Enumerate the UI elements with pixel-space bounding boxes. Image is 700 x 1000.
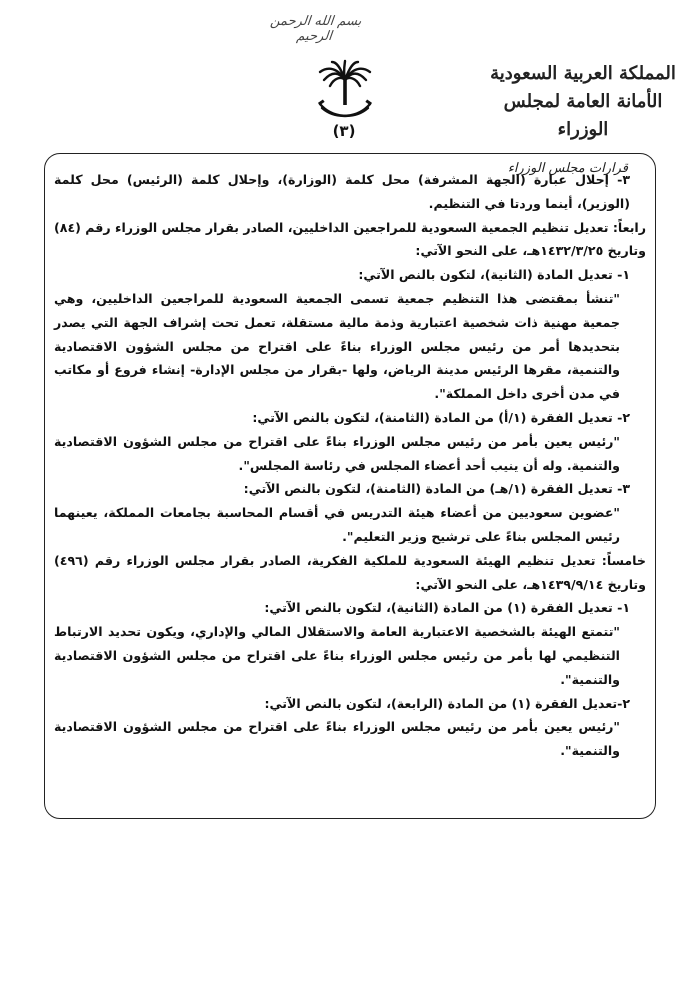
item-2-text: "رئيس يعين بأمر من رئيس مجلس الوزراء بناءً على اقتراح من مجلس الشؤون الاقتصادية والتنمية. وله أن ينيب أحد أعضاء المجلس في رئاسة المجلس".	[54, 433, 620, 473]
item-5-2-heading: ٢-تعديل الفقرة (١) من المادة (الرابعة)، لتكون بالنص الآتي:	[264, 695, 630, 711]
page-number: (٣)	[332, 122, 356, 140]
basmala-calligraphy: بسم الله الرحمن الرحيم	[269, 14, 363, 44]
palm-and-swords-emblem-icon	[314, 58, 376, 124]
item-3-text: "عضوين سعوديين من أعضاء هيئة التدريس في أقسام المحاسبة بجامعات المملكة، يعينهما رئيس المجلس بناءً على ترشيح وزير التعليم".	[54, 505, 620, 544]
item-2-heading: ٢- تعديل الفقرة (١/أ) من المادة (الثامنة)، لتكون بالنص الآتي:	[252, 409, 630, 425]
letterhead-secretariat: الأمانة العامة لمجلس الوزراء	[503, 91, 663, 140]
letterhead-kingdom: المملكة العربية السعودية	[490, 63, 676, 84]
item-5-2-text: "رئيس يعين بأمر من رئيس مجلس الوزراء بناءً على اقتراح من مجلس الشؤون الاقتصادية والتنمية".	[54, 719, 620, 759]
letterhead-decisions: قرارات مجلس الوزراء	[507, 161, 628, 176]
section-fourth-heading: رابعاً: تعديل تنظيم الجمعية السعودية للمراجعين الداخليين، الصادر بقرار مجلس الوزراء رقم (٨٤) وتاريخ ١٤٣٢/٣/٢٥هـ، على النحو الآتي:	[54, 219, 646, 259]
clause-3-replacement: ٣- إحلال عبارة (الجهة المشرفة) محل كلمة (الوزارة)، وإحلال كلمة (الرئيس) محل كلمة (الوزير)، أينما وردتا في التنظيم.	[54, 172, 630, 211]
item-3-heading: ٣- تعديل الفقرة (١/هـ) من المادة (الثامنة)، لتكون بالنص الآتي:	[243, 481, 630, 497]
item-5-1-heading: ١- تعديل الفقرة (١) من المادة (الثانية)، لتكون بالنص الآتي:	[264, 600, 630, 616]
section-fifth-heading: خامساً: تعديل تنظيم الهيئة السعودية للملكية الفكرية، الصادر بقرار مجلس الوزراء رقم (٤٩٦) وتاريخ ١٤٣٩/٩/١٤هـ، على النحو الآتي:	[54, 552, 646, 592]
item-1-heading: ١- تعديل المادة (الثانية)، لتكون بالنص الآتي:	[358, 267, 630, 283]
decision-text	[54, 168, 646, 763]
item-5-1-text: "تتمتع الهيئة بالشخصية الاعتبارية العامة والاستقلال المالي والإداري، ويكون تحديد الارتباط التنظيمي لها بأمر من رئيس مجلس الوزراء بناءً على اقتراح من مجلس الشؤون الاقتصادية والتنمية".	[54, 624, 620, 687]
item-1-text: "تنشأ بمقتضى هذا التنظيم جمعية تسمى الجمعية السعودية للمراجعين الداخليين، وهي جمعية مهنية ذات شخصية اعتبارية وذمة مالية مستقلة، تعمل تحت إشراف الجهة التي يصدر بتحديدها أمر من رئيس مجلس الوزراء بناءً على اقتراح من مجلس الشؤون الاقتصادية والتنمية، مقرها الرئيس مدينة الرياض، ولها -بقرار من مجلس الإدارة- إنشاء فروع أو مكاتب في مدن أخرى داخل المملكة".	[54, 290, 620, 402]
